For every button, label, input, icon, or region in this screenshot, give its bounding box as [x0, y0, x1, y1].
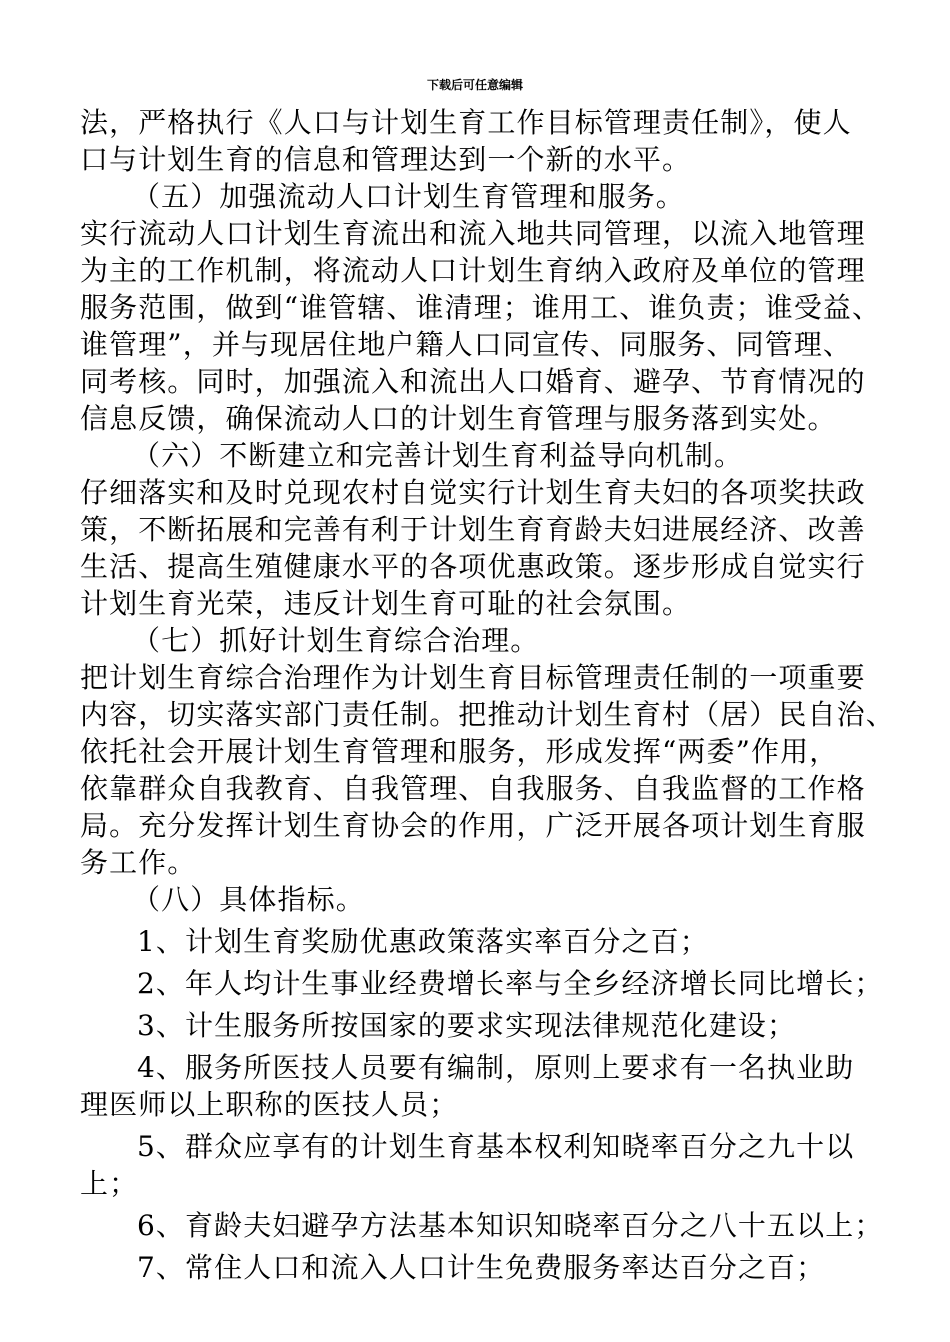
- list-item: 1、计划生育奖励优惠政策落实率百分之百；: [137, 925, 709, 958]
- document-body: [80, 104, 895, 1286]
- text-line: 仔细落实和及时兑现农村自觉实行计划生育夫妇的各项奖扶政: [80, 476, 866, 509]
- text-line: 局。充分发挥计划生育协会的作用，广泛开展各项计划生育服: [80, 809, 866, 842]
- text-line: 谁管理”，并与现居住地户籍人口同宣传、同服务、同管理、: [80, 328, 853, 361]
- text-line: 依靠群众自我教育、自我管理、自我服务、自我监督的工作格: [80, 772, 866, 805]
- text-line: 内容，切实落实部门责任制。把推动计划生育村（居）民自治、: [80, 698, 895, 731]
- list-item: 4、服务所医技人员要有编制，原则上要求有一名执业助: [137, 1051, 855, 1084]
- text-line: 把计划生育综合治理作为计划生育目标管理责任制的一项重要: [80, 661, 866, 694]
- text-line: 口与计划生育的信息和管理达到一个新的水平。: [80, 143, 692, 176]
- text-line: 法，严格执行《人口与计划生育工作目标管理责任制》，使人: [80, 106, 852, 139]
- list-item: 7、常住人口和流入人口计生免费服务率达百分之百；: [137, 1251, 826, 1284]
- page-header: 下载后可任意编辑: [426, 78, 523, 92]
- list-item: 6、育龄夫妇避孕方法基本知识知晓率百分之八十五以上；: [137, 1209, 884, 1242]
- list-item: 2、年人均计生事业经费增长率与全乡经济增长同比增长；: [137, 967, 884, 1000]
- list-item: 5、群众应享有的计划生育基本权利知晓率百分之九十以: [137, 1130, 855, 1163]
- list-item-continuation: 上；: [80, 1167, 139, 1200]
- text-line: 计划生育光荣，违反计划生育可耻的社会氛围。: [80, 587, 692, 620]
- text-line: 依托社会开展计划生育管理和服务，形成发挥“两委”作用，: [80, 735, 839, 768]
- text-line: 生活、提高生殖健康水平的各项优惠政策。逐步形成自觉实行: [80, 550, 866, 583]
- text-line: 同考核。同时，加强流入和流出人口婚育、避孕、节育情况的: [80, 365, 866, 398]
- text-line: 信息反馈，确保流动人口的计划生育管理与服务落到实处。: [80, 402, 837, 435]
- section-heading: （八）具体指标。: [132, 883, 365, 916]
- text-line: 实行流动人口计划生育流出和流入地共同管理，以流入地管理: [80, 217, 866, 250]
- text-line: 策，不断拓展和完善有利于计划生育育龄夫妇进展经济、改善: [80, 513, 866, 546]
- section-heading: （七）抓好计划生育综合治理。: [132, 624, 540, 657]
- section-heading: （五）加强流动人口计划生育管理和服务。: [132, 180, 685, 213]
- text-line: 为主的工作机制，将流动人口计划生育纳入政府及单位的管理: [80, 254, 866, 287]
- text-line: 服务范围，做到“谁管辖、谁清理；谁用工、谁负责；谁受益、: [80, 291, 882, 324]
- section-heading: （六）不断建立和完善计划生育利益导向机制。: [132, 439, 744, 472]
- text-line: 务工作。: [80, 846, 197, 879]
- list-item-continuation: 理医师以上职称的医技人员；: [80, 1088, 459, 1121]
- list-item: 3、计生服务所按国家的要求实现法律规范化建设；: [137, 1009, 797, 1042]
